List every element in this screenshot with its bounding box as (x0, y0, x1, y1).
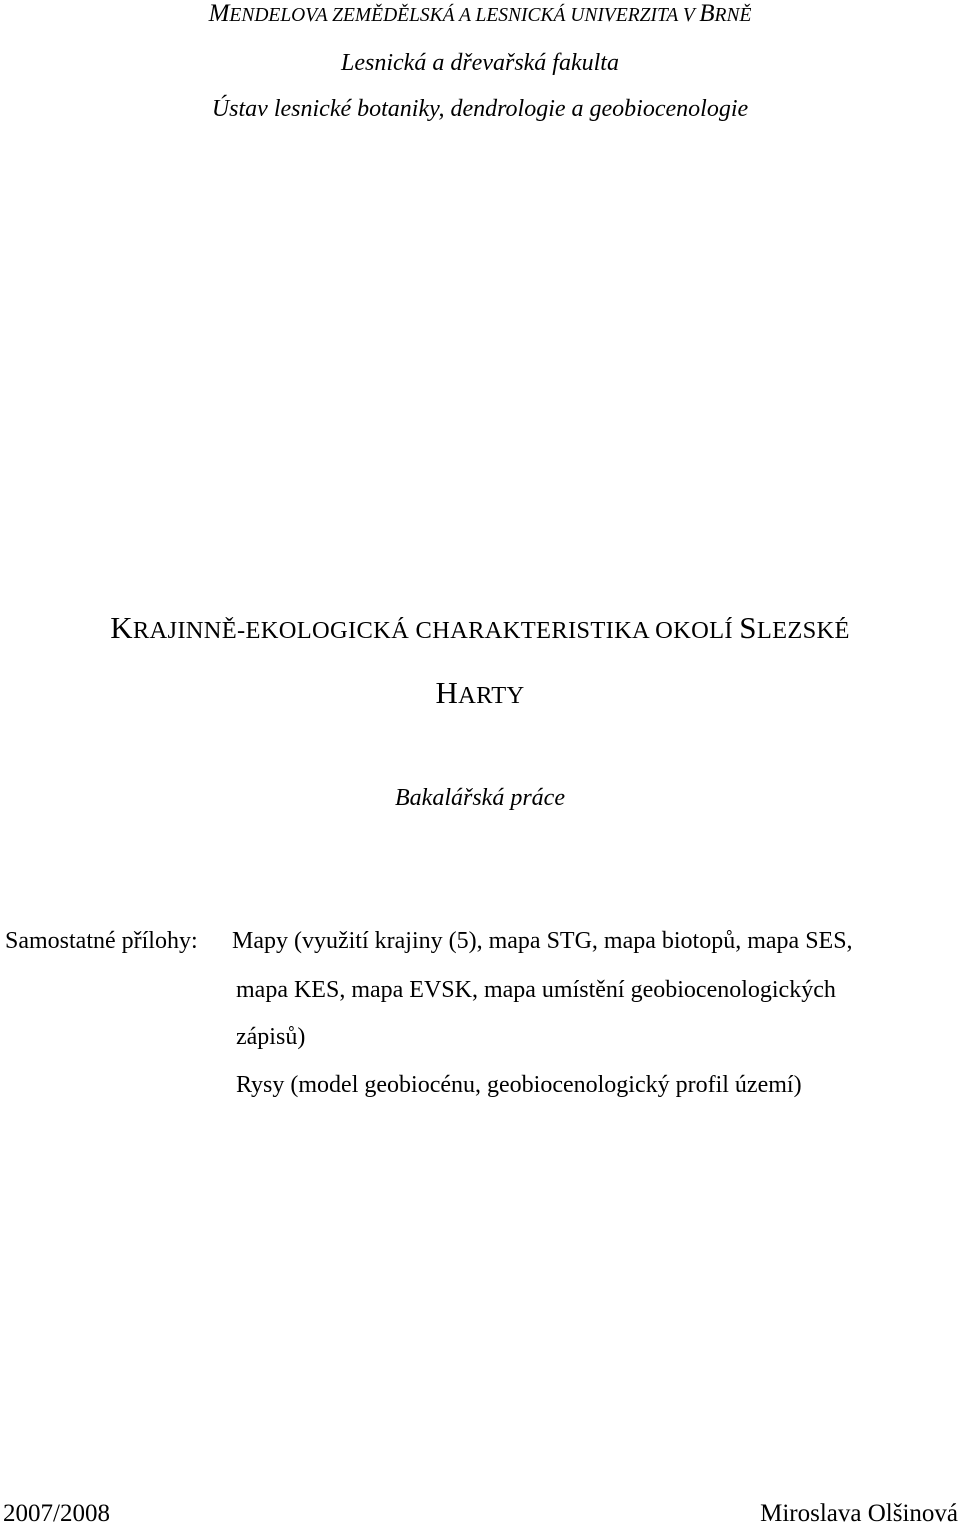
thesis-title-line2 (0, 675, 960, 711)
institute-name: Ústav lesnické botaniky, dendrologie a geobiocenologie (211, 96, 749, 122)
thesis-title-line1 (0, 610, 960, 646)
title-initial-k: K (110, 610, 133, 645)
attachments-line3: zápisů) (236, 1024, 306, 1050)
academic-year: 2007/2008 (3, 1500, 110, 1527)
thesis-type: Bakalářská práce (395, 785, 565, 811)
university-name (0, 0, 960, 28)
university-initial-b: B (699, 0, 715, 27)
university-text-part2: RNĚ (714, 5, 752, 26)
attachments-label: Samostatné přílohy: (5, 928, 198, 954)
university-initial-m: M (208, 0, 230, 27)
title-text-part2: LEZSKÉ (756, 617, 850, 644)
title-initial-h: H (435, 675, 459, 710)
faculty-name: Lesnická a dřevařská fakulta (341, 50, 619, 76)
university-text-part1: ENDELOVA ZEMĚDĚLSKÁ A LESNICKÁ UNIVERZITA V (229, 5, 700, 26)
title-initial-s: S (739, 610, 757, 645)
attachments-line4: Rysy (model geobiocénu, geobiocenologický profil území) (236, 1072, 802, 1098)
author-name: Miroslava Olšinová (760, 1500, 958, 1527)
attachments-line2: mapa KES, mapa EVSK, mapa umístění geobiocenologických (236, 977, 836, 1003)
title-text-part1: RAJINNĚ-EKOLOGICKÁ CHARAKTERISTIKA OKOLÍ (132, 617, 740, 644)
title-text-part3: ARTY (458, 682, 525, 709)
attachments-line1: Mapy (využití krajiny (5), mapa STG, mapa biotopů, mapa SES, (232, 928, 853, 954)
